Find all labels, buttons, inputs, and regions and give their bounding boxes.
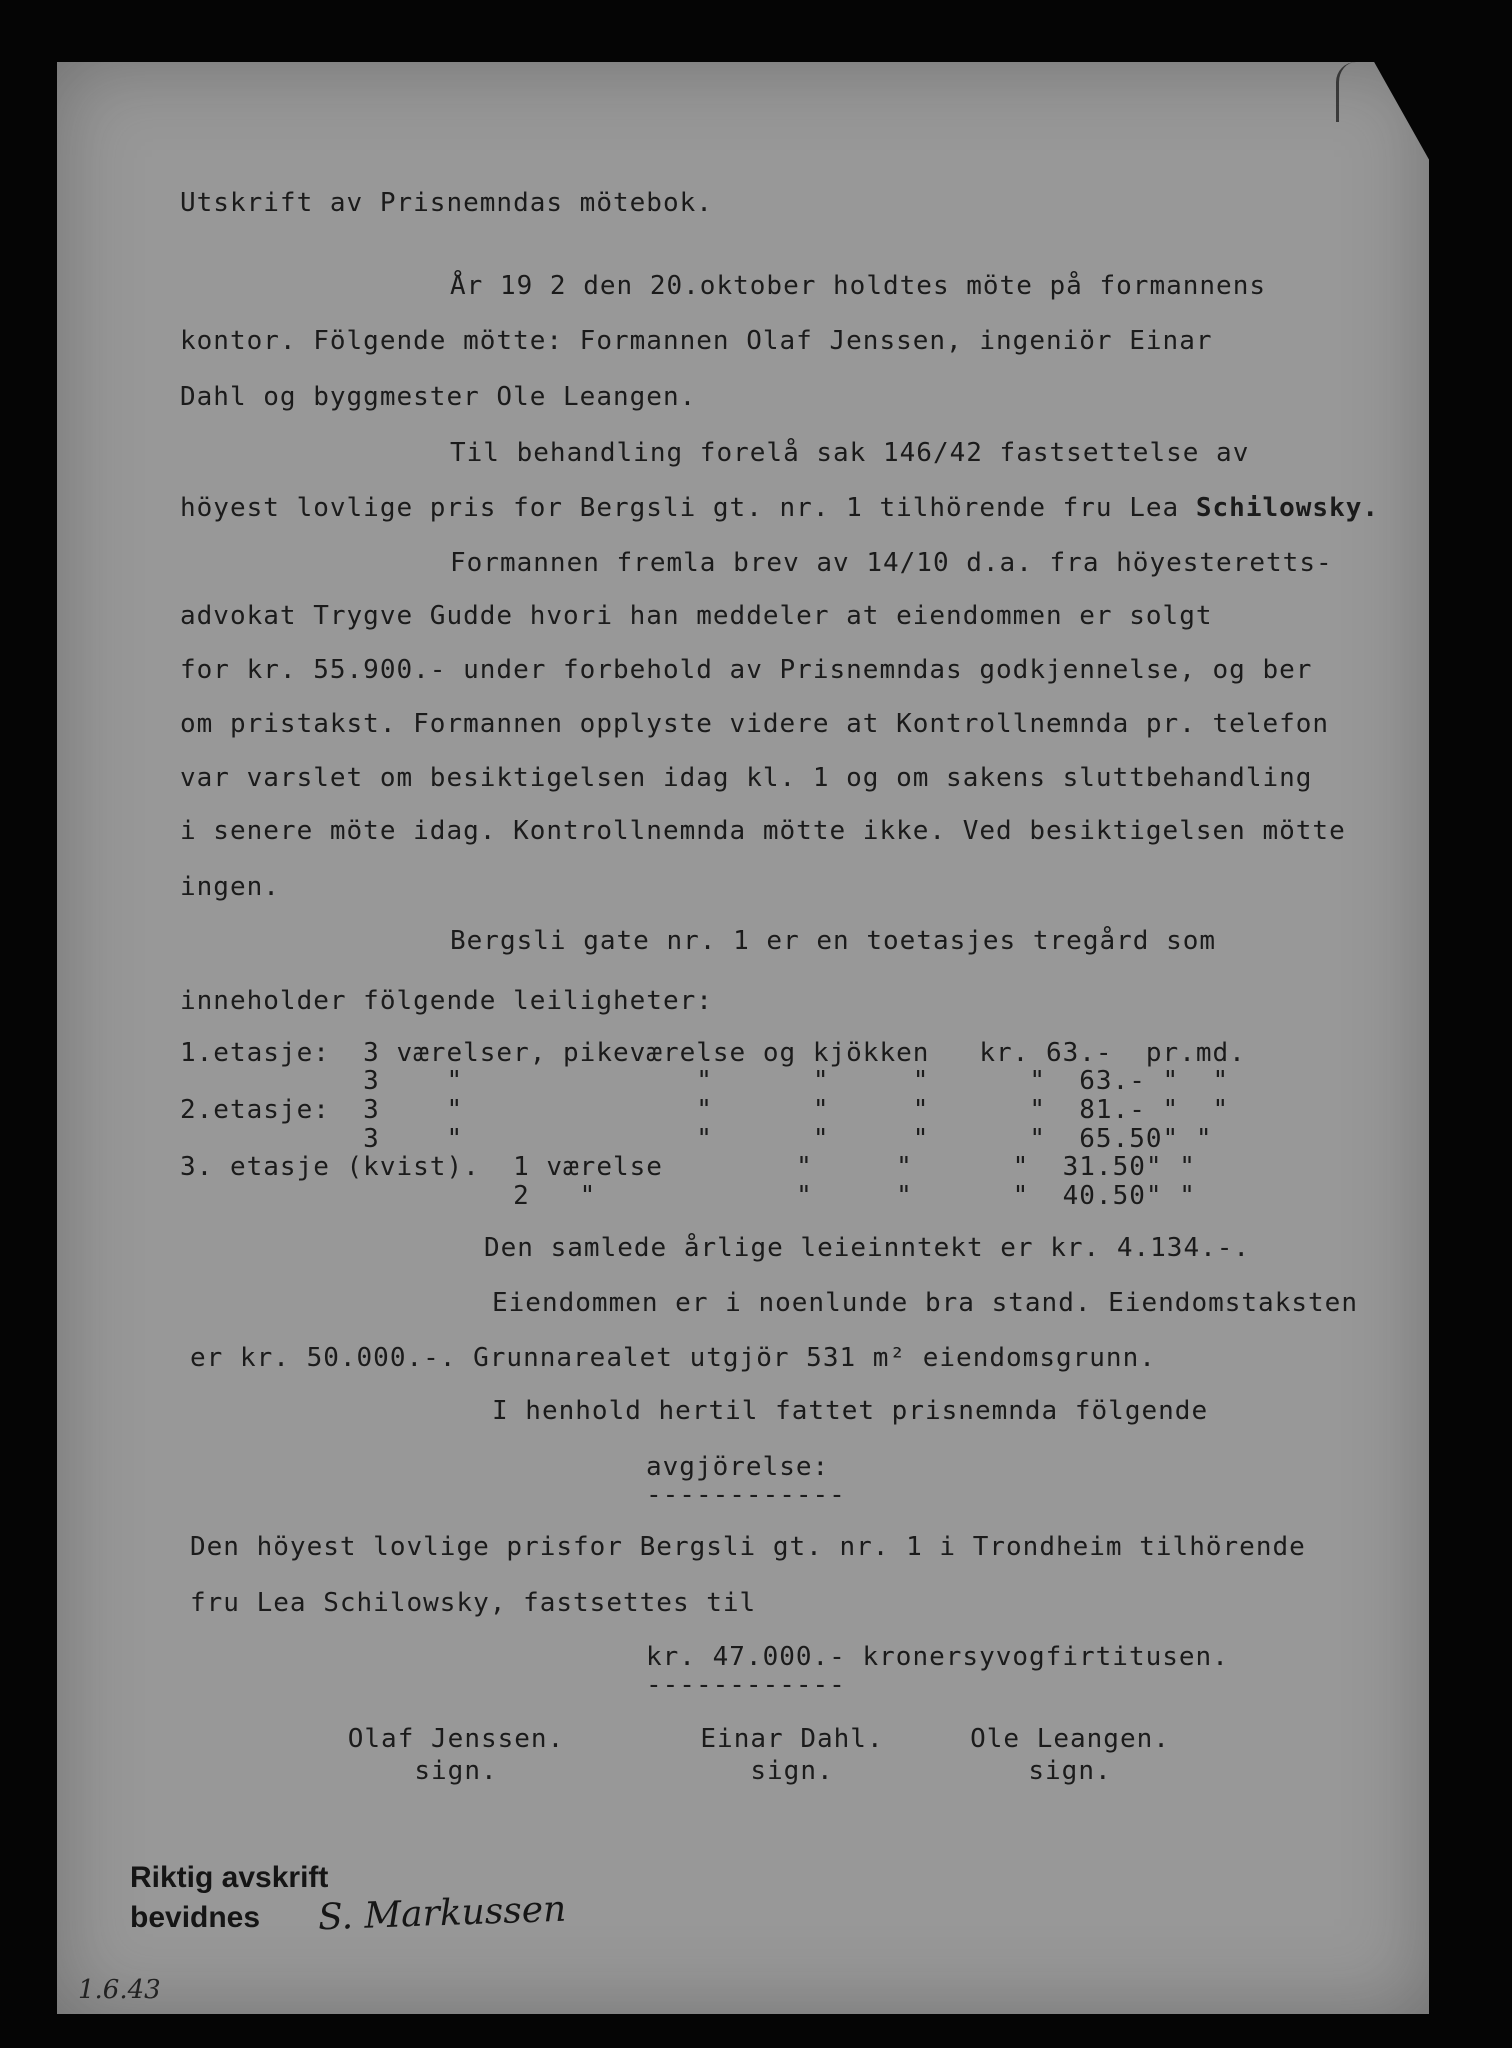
signatory-name: Einar Dahl. [700, 1724, 884, 1754]
signatory-name: Ole Leangen. [970, 1724, 1170, 1754]
paragraph-line: Formannen fremla brev av 14/10 d.a. fra höyesteretts- [450, 548, 1333, 578]
handwritten-date: 1.6.43 [78, 1975, 161, 2005]
paragraph-line: inneholder fölgende leiligheter: [180, 986, 713, 1016]
paragraph-line: ingen. [180, 872, 280, 902]
apartment-row: 3. etasje (kvist). 1 værelse " " " 31.50" " [180, 1152, 1196, 1182]
apartment-row: 2 " " " " 40.50" " [180, 1181, 1196, 1211]
stamp-line: Riktig avskrift [130, 1861, 329, 1894]
handwritten-signature: S. Markussen [317, 1888, 567, 1939]
apartment-row: 2.etasje: 3 " " " " " 81.- " " [180, 1095, 1230, 1125]
paragraph-line: for kr. 55.900.- under forbehold av Prisnemndas godkjennelse, og ber [180, 655, 1313, 685]
certification-stamp [130, 1858, 328, 1938]
paragraph-line: kontor. Fölgende mötte: Formannen Olaf Jenssen, ingeniör Einar [180, 326, 1213, 356]
paragraph-line: År 19 2 den 20.oktober holdtes möte på formannens [450, 271, 1267, 301]
paragraph-line: I henhold hertil fattet prisnemnda fölgende [492, 1396, 1209, 1426]
decision-line: fru Lea Schilowsky, fastsettes til [190, 1588, 757, 1618]
paragraph-line: i senere möte idag. Kontrollnemnda mötte ikke. Ved besiktigelsen mötte [180, 816, 1346, 846]
amount-underline: ------------ [646, 1670, 846, 1700]
document-heading: Utskrift av Prisnemndas mötebok. [180, 188, 713, 218]
stamp-line: bevidnes [130, 1901, 261, 1934]
decision-heading: avgjörelse: [646, 1452, 830, 1482]
paragraph-line: er kr. 50.000.-. Grunnarealet utgjör 531 m² eiendomsgrunn. [190, 1343, 1156, 1373]
decision-underline: ------------ [646, 1480, 846, 1510]
paragraph-line: Eiendommen er i noenlunde bra stand. Eiendomstaksten [492, 1288, 1358, 1318]
apartment-row: 3 " " " " " 63.- " " [180, 1066, 1230, 1096]
owner-name-bold: Schilowsky. [1195, 493, 1380, 523]
paragraph-line: var varslet om besiktigelsen idag kl. 1 og om sakens sluttbehandling [180, 763, 1313, 793]
signatory-sign: sign. [414, 1756, 498, 1786]
signatory-name: Olaf Jenssen. [347, 1724, 565, 1754]
paragraph-line: om pristakst. Formannen opplyste videre at Kontrollnemnda pr. telefon [180, 709, 1330, 739]
rent-line: Den samlede årlige leieinntekt er kr. 4.134.-. [484, 1233, 1251, 1263]
paragraph-line: advokat Trygve Gudde hvori han meddeler at eiendommen er solgt [180, 601, 1213, 631]
paragraph-line [180, 495, 1379, 521]
decision-amount: kr. 47.000.- kronersyvogfirtitusen. [646, 1642, 1229, 1672]
paragraph-line: Til behandling forelå sak 146/42 fastsettelse av [450, 438, 1250, 468]
folded-corner [1336, 62, 1379, 122]
paragraph-text: höyest lovlige pris for Bergsli gt. nr. 1 tilhörende fru Lea [180, 493, 1196, 523]
paragraph-line: Bergsli gate nr. 1 er en toetasjes tregård som [450, 926, 1217, 956]
decision-line: Den höyest lovlige prisfor Bergsli gt. nr. 1 i Trondheim tilhörende [190, 1532, 1306, 1562]
apartment-row: 3 " " " " " 65.50" " [180, 1124, 1213, 1154]
signatory-sign: sign. [1028, 1756, 1112, 1786]
apartment-row: 1.etasje: 3 værelser, pikeværelse og kjökken kr. 63.- pr.md. [180, 1038, 1246, 1068]
paragraph-line: Dahl og byggmester Ole Leangen. [180, 382, 697, 412]
signatory-sign: sign. [750, 1756, 834, 1786]
